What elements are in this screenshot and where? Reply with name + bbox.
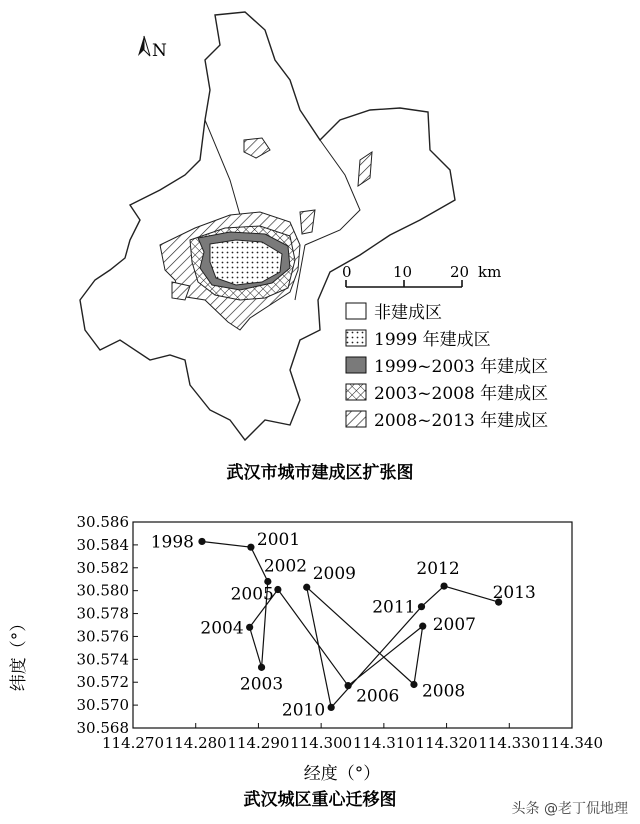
map-caption: 武汉市城市建成区扩张图 <box>226 463 414 483</box>
y-tick-label: 30.568 <box>76 719 129 737</box>
scale-bar <box>346 280 462 287</box>
legend-swatch-cross <box>346 384 366 400</box>
chart-title: 武汉城区重心迁移图 <box>243 790 397 810</box>
point-2008 <box>410 681 417 688</box>
point-label-2012: 2012 <box>416 559 460 580</box>
point-2003 <box>258 664 265 671</box>
point-label-1998: 1998 <box>150 532 194 553</box>
point-label-2009: 2009 <box>312 564 356 585</box>
point-2007 <box>419 623 426 630</box>
y-tick-label: 30.574 <box>76 650 129 669</box>
x-tick-label: 114.270 <box>101 734 165 752</box>
point-label-2002: 2002 <box>263 556 308 577</box>
y-tick-label: 30.586 <box>76 513 129 531</box>
legend-label-0: 非建成区 <box>374 303 442 323</box>
watermark: 头条 @老丁侃地理 <box>511 801 628 817</box>
point-label-2005: 2005 <box>230 584 274 605</box>
y-tick-label: 30.578 <box>76 604 129 623</box>
x-tick-label: 114.330 <box>478 734 541 752</box>
point-label-2013: 2013 <box>492 583 536 604</box>
x-tick-label: 114.290 <box>227 734 290 752</box>
scale-tick-10: 10 <box>393 263 413 281</box>
y-tick-label: 30.576 <box>76 627 129 646</box>
point-label-2010: 2010 <box>281 700 326 721</box>
legend-swatch-blank <box>346 303 366 319</box>
x-axis-label: 经度（°） <box>303 764 381 784</box>
point-label-2011: 2011 <box>372 597 416 618</box>
y-tick-label: 30.570 <box>76 696 129 715</box>
legend-swatch-gray <box>346 357 366 373</box>
x-tick-label: 114.300 <box>290 734 353 752</box>
point-1998 <box>198 538 205 545</box>
point-label-2007: 2007 <box>432 615 477 636</box>
point-2005 <box>274 586 281 593</box>
y-tick-label: 30.572 <box>76 673 129 692</box>
legend-label-2: 1999~2003 年建成区 <box>374 357 549 377</box>
x-tick-label: 114.340 <box>540 734 604 752</box>
map-legend <box>346 303 548 431</box>
scale-unit: km <box>478 263 502 281</box>
north-label: N <box>152 41 167 61</box>
legend-label-4: 2008~2013 年建成区 <box>374 411 549 431</box>
legend-label-1: 1999 年建成区 <box>374 330 491 350</box>
legend-label-3: 2003~2008 年建成区 <box>374 384 549 404</box>
point-label-2001: 2001 <box>256 530 301 551</box>
legend-swatch-hatch <box>346 411 366 427</box>
y-axis-label: 纬度（°） <box>9 614 29 692</box>
plot-frame <box>133 522 572 728</box>
point-2001 <box>247 544 254 551</box>
scale-tick-0: 0 <box>342 263 352 281</box>
centroid-migration-chart <box>0 500 640 824</box>
point-2010 <box>328 704 335 711</box>
x-tick-label: 114.310 <box>352 734 415 752</box>
y-tick-label: 30.584 <box>76 535 129 554</box>
point-2011 <box>418 603 425 610</box>
point-2012 <box>440 582 447 589</box>
legend-swatch-dots <box>346 330 366 346</box>
y-tick-label: 30.580 <box>76 581 129 600</box>
scale-tick-20: 20 <box>450 263 470 281</box>
north-arrow-icon <box>138 36 150 56</box>
y-tick-label: 30.582 <box>76 558 129 577</box>
x-tick-label: 114.320 <box>415 734 478 752</box>
point-label-2006: 2006 <box>356 686 400 707</box>
point-2009 <box>303 584 310 591</box>
point-label-2004: 2004 <box>200 618 244 639</box>
point-2006 <box>345 682 352 689</box>
x-tick-label: 114.280 <box>164 734 227 752</box>
point-2004 <box>246 624 253 631</box>
point-label-2003: 2003 <box>239 674 284 695</box>
point-label-2008: 2008 <box>421 681 466 702</box>
